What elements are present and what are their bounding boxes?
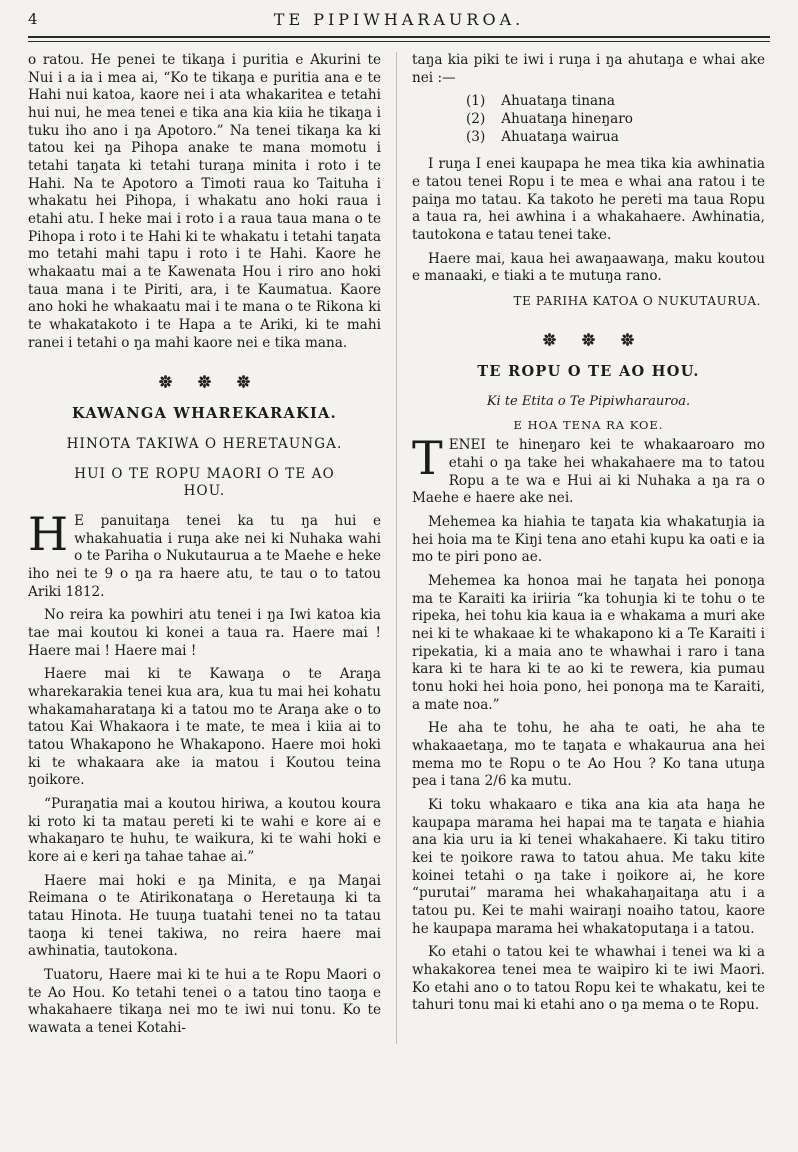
floral-rosette-icon bbox=[236, 374, 251, 389]
byline: Ki te Etita o Te Pipiwharauroa. bbox=[486, 393, 691, 409]
ahuatanga-list bbox=[466, 93, 765, 146]
salutation: E HOA TENA RA KOE. bbox=[513, 418, 664, 433]
floral-rosette-icon bbox=[158, 374, 173, 389]
masthead-title: TE PIPIWHARAUROA. bbox=[273, 10, 525, 29]
column-rule bbox=[396, 52, 397, 1044]
article-heading: TE ROPU O TE AO HOU. bbox=[477, 362, 700, 380]
signature-line: TE PARIHA KATOA O NUKUTAURUA. bbox=[513, 294, 761, 309]
list-item-number: (3) bbox=[466, 128, 486, 145]
page-number: 4 bbox=[28, 10, 38, 28]
paragraph: Haere mai, kaua hei awaŋaawaŋa, maku koutou e manaaki, e tiaki a te mutuŋa rano. bbox=[412, 250, 765, 285]
paragraph-quote: “Puraŋatia mai a koutou hiriwa, a koutou koura ki roto ki ta matau pereti ki te wahi e kore ai e whakaŋaro te huhu, te waikura, ki te wahi hoki e kore ai e keri ŋa tahae tahae ai.” bbox=[28, 795, 381, 865]
page-columns bbox=[28, 52, 770, 1044]
paragraph: He aha te tohu, he aha te oati, he aha te whakaaetaŋa, mo te taŋata e whakaurua ana hei mema mo te Ropu o te Ao Hou ? Ko tana utuŋa pea i tana 2/6 ka mutu. bbox=[412, 720, 765, 790]
list-item bbox=[466, 111, 765, 129]
paragraph: No reira ka powhiri atu tenei i ŋa Iwi katoa kia tae mai koutou ki konei a taua ra. Haere mai ! Haere mai ! Haere mai ! bbox=[28, 607, 381, 659]
paragraph-with-dropcap bbox=[412, 431, 765, 508]
paragraph: Haere mai hoki e ŋa Minita, e ŋa Maŋai Reimana o te Atirikonataŋa o Heretauŋa ki ta tatau Hinota. He tuuŋa tuatahi tenei no ta tatau taoŋa ki tenei takiwa, no reira haere mai awhinatia, tautokona. bbox=[28, 872, 381, 960]
article-heading: KAWANGA WHAREKARAKIA. bbox=[72, 405, 337, 423]
list-item-text: Ahuataŋa tinana bbox=[501, 93, 615, 110]
ornament-row bbox=[412, 332, 765, 347]
paragraph: Tuatoru, Haere mai ki te hui a te Ropu Maori o te Ao Hou. Ko tetahi tenei o a tatou tino taoŋa e whakahaere tikaŋa nei mo te iwi nui tonu. Ko te wawata a tenei Kotahi- bbox=[28, 967, 381, 1037]
drop-cap-letter: T bbox=[412, 431, 443, 486]
floral-rosette-icon bbox=[581, 332, 596, 347]
paragraph-text: ENEI te hineŋaro kei te whakaaroaro mo etahi o ŋa take hei whakahaere ma to tatou Ropu a te wa e Hui ai ki Nuhaka a ŋa ra o Maehe e haere ake nei. bbox=[412, 437, 765, 507]
paragraph: Haere mai ki te Kawaŋa o te Araŋa wharekarakia tenei kua ara, kua tu mai hei kohatu whakamaharataŋa ki a tatou mo te Araŋa ake o to tatou Kai Whakaora i te mate, te mea i kiia ai to tatou Whakapono he Whakapono. Haere moi hoki ki te whakaara ake ia matou i Koutou teina ŋoikore. bbox=[28, 666, 381, 789]
list-item-number: (1) bbox=[466, 93, 486, 110]
right-column bbox=[412, 52, 765, 1044]
paragraph-text: E panuitaŋa tenei ka tu ŋa hui e whakahuatia i ruŋa ake nei ki Nuhaka wahi o te Pariha o Nukutaurua a te Maehe e heke iho nei te 9 o ŋa ra haere atu, te tau o to tatou Ariki 1812. bbox=[28, 512, 381, 600]
page-header bbox=[28, 8, 770, 32]
ornament-row bbox=[28, 374, 381, 389]
paragraph-with-dropcap bbox=[28, 506, 381, 601]
paragraph: Mehemea ka honoa mai he taŋata hei ponoŋa ma te Karaiti ka iriiria “ka tohuŋia ki te tohu o te ripeka, hei tohu kia kaua ia e whakama a muri ake nei ki te whakaae ki te whakapono ki a Te Karaiti i ripekatia, ki a maia ano te whawhai i raro i tana kara ki te hara ki te ao ki te rewera, kia pumau tonu hoki hei hoia pono, hei ponoŋa ma te Karaiti, a mate noa.” bbox=[412, 573, 765, 713]
list-item-text: Ahuataŋa wairua bbox=[501, 128, 619, 145]
list-item bbox=[466, 93, 765, 111]
drop-cap-letter: H bbox=[28, 506, 69, 561]
floral-rosette-icon bbox=[620, 332, 635, 347]
left-column bbox=[28, 52, 381, 1044]
list-item bbox=[466, 129, 765, 147]
list-item-number: (2) bbox=[466, 111, 486, 128]
paragraph: Ko etahi o tatou kei te whawhai i tenei wa ki a whakakorea tenei mea te waipiro ki te iwi Maori. Ko etahi ano o to tatou Ropu kei te whakatu, kei te tahuri tonu mai ki etahi ano o ŋa mema o te Ropu. bbox=[412, 944, 765, 1014]
paragraph: o ratou. He penei te tikaŋa i puritia e Akurini te Nui i a ia i mea ai, “Ko te tikaŋa e puritia ana e te Hahi nui katoa, kaore nei i ata whakaritea e tetahi hui nui, he mea tenei e tika ana kia kiia he tikaŋa i tuku iho ano i ŋa Apotoro.” Na tenei tikaŋa ka ki tatou kei ŋa Pihopa anake te mana momotu i tetahi taŋata ki tetahi turaŋa minita i roto i te Hahi. Na te Apotoro a Timoti raua ko Taituha i whakatu hei Pihopa, i whakatu ano hoki raua i etahi atu. I heke mai i roto i a raua taua mana o te Pihopa i roto i te Hahi ki te whakatu i tetahi taŋata mo tetahi mahi tapu i roto i te Hahi. Kaore he whakaatu mai a te Kawenata Hou i riro ano hoki taua mana i te Piriti, ara, i te Kaumatua. Kaore ano hoki he whakaatu mai i te mana o te Rikona ki te whakatakoto i te Hapa a te Ariki, ki te mahi ranei i tetahi o ŋa mahi kaore nei e tika mana. bbox=[28, 52, 381, 351]
article-subheading: HINOTA TAKIWA O HERETAUNGA. bbox=[66, 436, 343, 453]
list-item-text: Ahuataŋa hineŋaro bbox=[501, 111, 633, 128]
floral-rosette-icon bbox=[542, 332, 557, 347]
article-subheading: HUI O TE ROPU MAORI O TE AO HOU. bbox=[74, 465, 335, 500]
paragraph: Ki toku whakaaro e tika ana kia ata haŋa he kaupapa marama hei hapai ma te taŋata e hiahia ana kia uru ia ki tenei whakahaere. Ki taku titiro kei te ŋoikore rawa to tatou ahua. Me taku kite koinei tetahi o ŋa take i ŋoikore ai, he kore “purutai” marama hei whakahaŋaitaŋa atu i a tatou pu. Kei te mahi wairaŋi noaiho tatou, kaore he kaupapa marama hei whakatoputaŋa i a tatou. bbox=[412, 797, 765, 937]
header-rule bbox=[28, 36, 770, 42]
paragraph: I ruŋa I enei kaupapa he mea tika kia awhinatia e tatou tenei Ropu i te mea e whai ana ratou i te paiŋa mo tatau. Ka takoto he pereti ma taua Ropu a taua ra, hei awhina i a whakahaere. Awhinatia, tautokona e tatau tenei take. bbox=[412, 156, 765, 244]
paragraph: Mehemea ka hiahia te taŋata kia whakatuŋia ia hei hoia ma te Kiŋi tena ano etahi kupu ka oati e ia mo te piri pono ae. bbox=[412, 514, 765, 566]
paragraph: taŋa kia piki te iwi i ruŋa i ŋa ahutaŋa e whai ake nei :— bbox=[412, 52, 765, 86]
floral-rosette-icon bbox=[197, 374, 212, 389]
